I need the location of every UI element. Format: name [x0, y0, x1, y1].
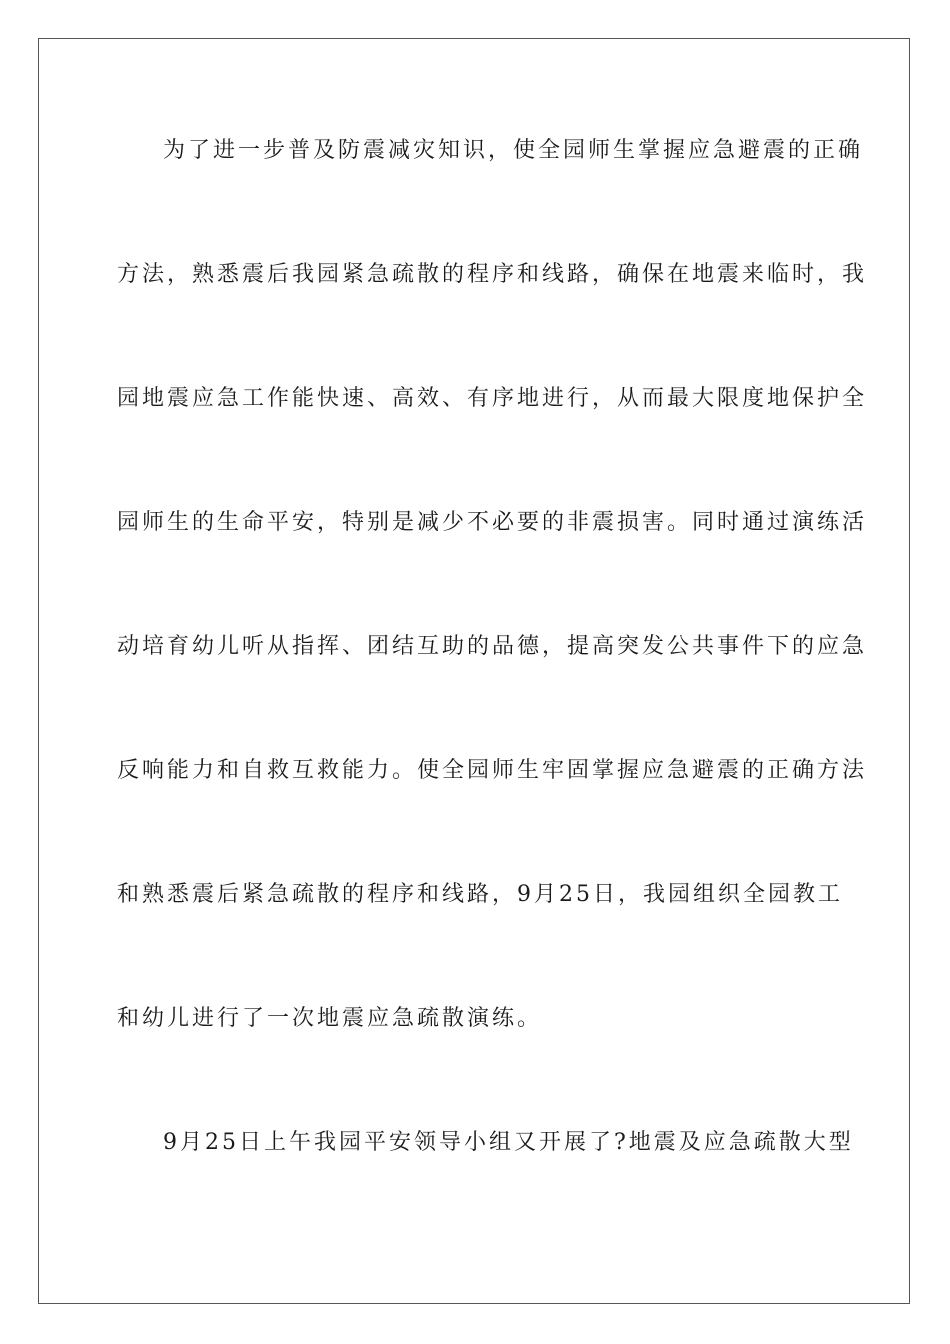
paragraph-1-line-5: 动培育幼儿听从指挥、团结互助的品德，提高突发公共事件下的应急: [117, 634, 868, 659]
paragraph-1-line-1: 为了进一步普及防震减灾知识，使全园师生掌握应急避震的正确: [163, 138, 864, 163]
paragraph-1-line-4: 园师生的生命平安，特别是减少不必要的非震损害。同时通过演练活: [117, 510, 868, 535]
page-border: [38, 38, 910, 1304]
paragraph-1-line-3: 园地震应急工作能快速、高效、有序地进行，从而最大限度地保护全: [117, 386, 868, 411]
paragraph-1-line-8: 和幼儿进行了一次地震应急疏散演练。: [117, 1006, 543, 1031]
paragraph-1-line-6: 反响能力和自救互救能力。使全园师生牢固掌握应急避震的正确方法: [117, 758, 868, 783]
paragraph-2-line-1: 9月25日上午我园平安领导小组又开展了?地震及应急疏散大型: [163, 1130, 854, 1155]
paragraph-1-line-2: 方法，熟悉震后我园紧急疏散的程序和线路，确保在地震来临时，我: [117, 262, 868, 287]
paragraph-1-line-7: 和熟悉震后紧急疏散的程序和线路，9月25日，我园组织全园教工: [117, 882, 843, 907]
